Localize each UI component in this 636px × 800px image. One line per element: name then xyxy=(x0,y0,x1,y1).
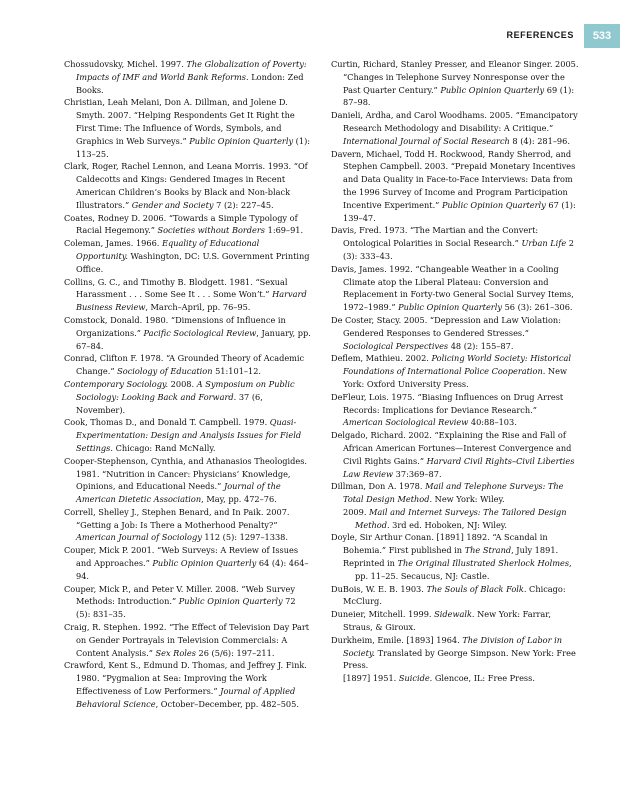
publication-title: International Journal of Social Research xyxy=(343,135,510,146)
reference-entry: Duneier, Mitchell. 1999. Sidewalk. New York: Farrar, Straus, & Giroux. xyxy=(331,609,551,633)
publication-title: Sidewalk. xyxy=(434,609,475,620)
reference-entry: Correll, Shelley J., Stephen Benard, and In Paik. 2007. “Getting a Job: Is There a Motherhood Penalty?” American Journal of Sociology 112 (5): 1297–1338. xyxy=(64,506,290,543)
references-right-column xyxy=(331,58,579,685)
references-left-column xyxy=(64,58,312,711)
reference-entry: Crawford, Kent S., Edmund D. Thomas, and Jeffrey J. Fink. 1980. “Pygmalion at Sea: Improving the Work Effectiveness of Low Performers.” Journal of Applied Behavioral Science, October–December, pp. 482–505. xyxy=(64,660,307,709)
publication-title: Mail and Telephone Surveys: The Total Design Method. xyxy=(343,481,564,505)
reference-entry: Coates, Rodney D. 2006. “Towards a Simple Typology of Racial Hegemony.” Societies without Borders 1:69–91. xyxy=(64,212,304,236)
reference-entry: DeFleur, Lois. 1975. “Biasing Influences on Drug Arrest Records: Implications for Deviance Research.” American Sociological Review 40:88–103. xyxy=(331,391,564,428)
reference-entry: Reprinted in The Original Illustrated Sherlock Holmes, pp. 11–25. Secaucus, NJ: Castle. xyxy=(343,558,572,581)
reference-entry: Curtin, Richard, Stanley Presser, and Eleanor Singer. 2005. “Changes in Telephone Survey Nonresponse over the Past Quarter Century.” Public Opinion Quarterly 69 (1): 87–98. xyxy=(331,59,579,108)
reference-entry: [1897] 1951. Suicide. Glencoe, IL: Free Press. xyxy=(343,673,535,684)
page-header xyxy=(0,24,636,48)
publication-title: Journal of the American Dietetic Association xyxy=(76,481,281,505)
page-number: 533 xyxy=(584,24,620,48)
reference-entry: Contemporary Sociology. 2008. A Symposium on Public Sociology: Looking Back and Forward. 37 (6, November). xyxy=(64,378,295,415)
reference-entry: Couper, Mick P. 2001. “Web Surveys: A Review of Issues and Approaches.” Public Opinion Quarterly 64 (4): 464–94. xyxy=(64,545,309,581)
publication-title: Urban Life xyxy=(521,238,567,249)
reference-entry: Christian, Leah Melani, Don A. Dillman, and Jolene D. Smyth. 2007. “Helping Respondents Get It Right the First Time: The Influence of Words, Symbols, and Graphics in Web Surveys.” Public Opinion Quarterly (1): 113–25. xyxy=(64,97,311,159)
publication-title: Sociological Perspectives xyxy=(343,340,449,351)
reference-entry: Cook, Thomas D., and Donald T. Campbell. 1979. Quasi-Experimentation: Design and Analysis Issues for Field Settings. Chicago: Rand McNally. xyxy=(64,417,302,453)
publication-title: Public Opinion Quarterly xyxy=(398,302,502,313)
reference-entry: Durkheim, Emile. [1893] 1964. The Division of Labor in Society. Translated by George Simpson. New York: Free Press. xyxy=(331,634,576,671)
reference-entry: DuBois, W. E. B. 1903. The Souls of Black Folk. Chicago: McClurg. xyxy=(331,583,566,607)
publication-title: The Souls of Black Folk. xyxy=(426,583,527,594)
reference-entry: Davis, James. 1992. “Changeable Weather in a Cooling Climate atop the Liberal Plateau: Conversion and Replacement in Forty-two General Social Survey Items, 1972–1989.” Public Opinion Quarterly 56 (3): 261–306. xyxy=(331,263,574,313)
reference-entry: Cooper-Stephenson, Cynthia, and Athanasios Theologides. 1981. “Nutrition in Cancer: Physicians’ Knowledge, Opinions, and Educational Needs.” Journal of the American Dietetic Association, May, pp. 472–76. xyxy=(64,455,308,505)
publication-title: Mail and Internet Surveys: The Tailored Design Method. xyxy=(355,506,567,530)
reference-entry: Doyle, Sir Arthur Conan. [1891] 1892. “A Scandal in Bohemia.” First published in The Strand, July 1891. xyxy=(331,532,559,556)
publication-title: Public Opinion Quarterly xyxy=(152,558,257,569)
publication-title: Harvard Civil Rights–Civil Liberties Law Review xyxy=(343,455,575,479)
publication-title: Public Opinion Quarterly xyxy=(178,596,283,607)
publication-title: Journal of Applied Behavioral Science xyxy=(76,686,296,709)
reference-entry: Delgado, Richard. 2002. “Explaining the Rise and Fall of African American Fortunes—Interest Convergence and Civil Rights Gains.” Harvard Civil Rights–Civil Liberties Law Review 37:369–87. xyxy=(331,430,575,479)
reference-entry: Deflem, Mathieu. 2002. Policing World Society: Historical Foundations of International Police Cooperation. New York: Oxford University Press. xyxy=(331,353,571,389)
publication-title: American Sociological Review xyxy=(343,417,469,428)
publication-title: Public Opinion Quarterly xyxy=(440,84,545,95)
publication-title: Equality of Educational Opportunity. xyxy=(76,238,260,261)
publication-title: Quasi-Experimentation: Design and Analysis Issues for Field Settings. xyxy=(76,417,302,453)
reference-entry: Danieli, Ardha, and Carol Woodhams. 2005. “Emancipatory Research Methodology and Disability: A Critique.” International Journal of Social Research 8 (4): 281–96. xyxy=(331,110,578,146)
publication-title: Contemporary Sociology. xyxy=(64,378,169,389)
publication-title: Gender and Society xyxy=(131,199,214,210)
reference-entry: Comstock, Donald. 1980. “Dimensions of Influence in Organizations.” Pacific Sociological Review, January, pp. 67–84. xyxy=(64,314,311,351)
publication-title: The Original Illustrated Sherlock Holmes xyxy=(397,558,570,569)
reference-entry: Couper, Mick P., and Peter V. Miller. 2008. “Web Survey Methods: Introduction.” Public Opinion Quarterly 72 (5): 831–35. xyxy=(64,583,296,620)
publication-title: Public Opinion Quarterly xyxy=(441,199,546,210)
reference-entry: Dillman, Don A. 1978. Mail and Telephone Surveys: The Total Design Method. New York: Wiley. xyxy=(331,481,564,505)
publication-title: Sociology of Education xyxy=(117,366,213,377)
publication-title: Public Opinion Quarterly xyxy=(189,135,294,146)
publication-title: A Symposium on Public Sociology: Looking Back and Forward. xyxy=(76,378,295,402)
publication-title: Sex Roles xyxy=(155,647,196,658)
reference-entry: Craig, R. Stephen. 1992. “The Effect of Television Day Part on Gender Portrayals in Television Commercials: A Content Analysis.” Sex Roles 26 (5/6): 197–211. xyxy=(64,622,310,658)
reference-entry: Conrad, Clifton F. 1978. “A Grounded Theory of Academic Change.” Sociology of Education 51:101–12. xyxy=(64,353,305,377)
reference-entry: Chossudovsky, Michel. 1997. The Globalization of Poverty: Impacts of IMF and World Bank Reforms. London: Zed Books. xyxy=(64,59,307,95)
reference-entry: De Coster, Stacy. 2005. “Depression and Law Violation: Gendered Responses to Gendered Stresses.” Sociological Perspectives 48 (2): 155–87. xyxy=(331,314,561,351)
reference-entry: 2009. Mail and Internet Surveys: The Tailored Design Method. 3rd ed. Hoboken, NJ: Wiley. xyxy=(343,506,567,530)
publication-title: The Division of Labor in Society. xyxy=(343,634,563,658)
publication-title: Harvard Business Review xyxy=(76,289,307,313)
publication-title: The Globalization of Poverty: Impacts of IMF and World Bank Reforms. xyxy=(76,59,307,82)
reference-entry: Collins, G. C., and Timothy B. Blodgett. 1981. “Sexual Harassment . . . Some See It . . . Some Won’t.” Harvard Business Review, March–April, pp. 76–95. xyxy=(64,276,307,313)
publication-title: Suicide. xyxy=(398,673,433,684)
reference-entry: Davis, Fred. 1973. “The Martian and the Convert: Ontological Polarities in Social Research.” Urban Life 2 (3): 333–43. xyxy=(331,225,574,261)
publication-title: Pacific Sociological Review xyxy=(143,327,257,338)
reference-entry: Coleman, James. 1966. Equality of Educational Opportunity. Washington, DC: U.S. Government Printing Office. xyxy=(64,238,310,274)
running-head: REFERENCES xyxy=(506,30,574,40)
reference-entry: Clark, Roger, Rachel Lennon, and Leana Morris. 1993. “Of Caldecotts and Kings: Gendered Images in Recent American Children’s Books by Black and Non-black Illustrators.” Gender and Society 7 (2): 227–45. xyxy=(64,161,308,210)
reference-entry: Davern, Michael, Todd H. Rockwood, Randy Sherrod, and Stephen Campbell. 2003. “Prepaid Monetary Incentives and Data Quality in Face-to-Face Interviews: Data from the 1996 Survey of Income and Program Participation Incentive Experiment.” Public Opinion Quarterly 67 (1): 139–47. xyxy=(331,148,576,223)
publication-title: Policing World Society: Historical Foundations of International Police Cooperation. xyxy=(343,353,571,377)
publication-title: The Strand xyxy=(464,545,512,556)
publication-title: Societies without Borders xyxy=(157,225,266,236)
publication-title: American Journal of Sociology xyxy=(76,532,202,543)
